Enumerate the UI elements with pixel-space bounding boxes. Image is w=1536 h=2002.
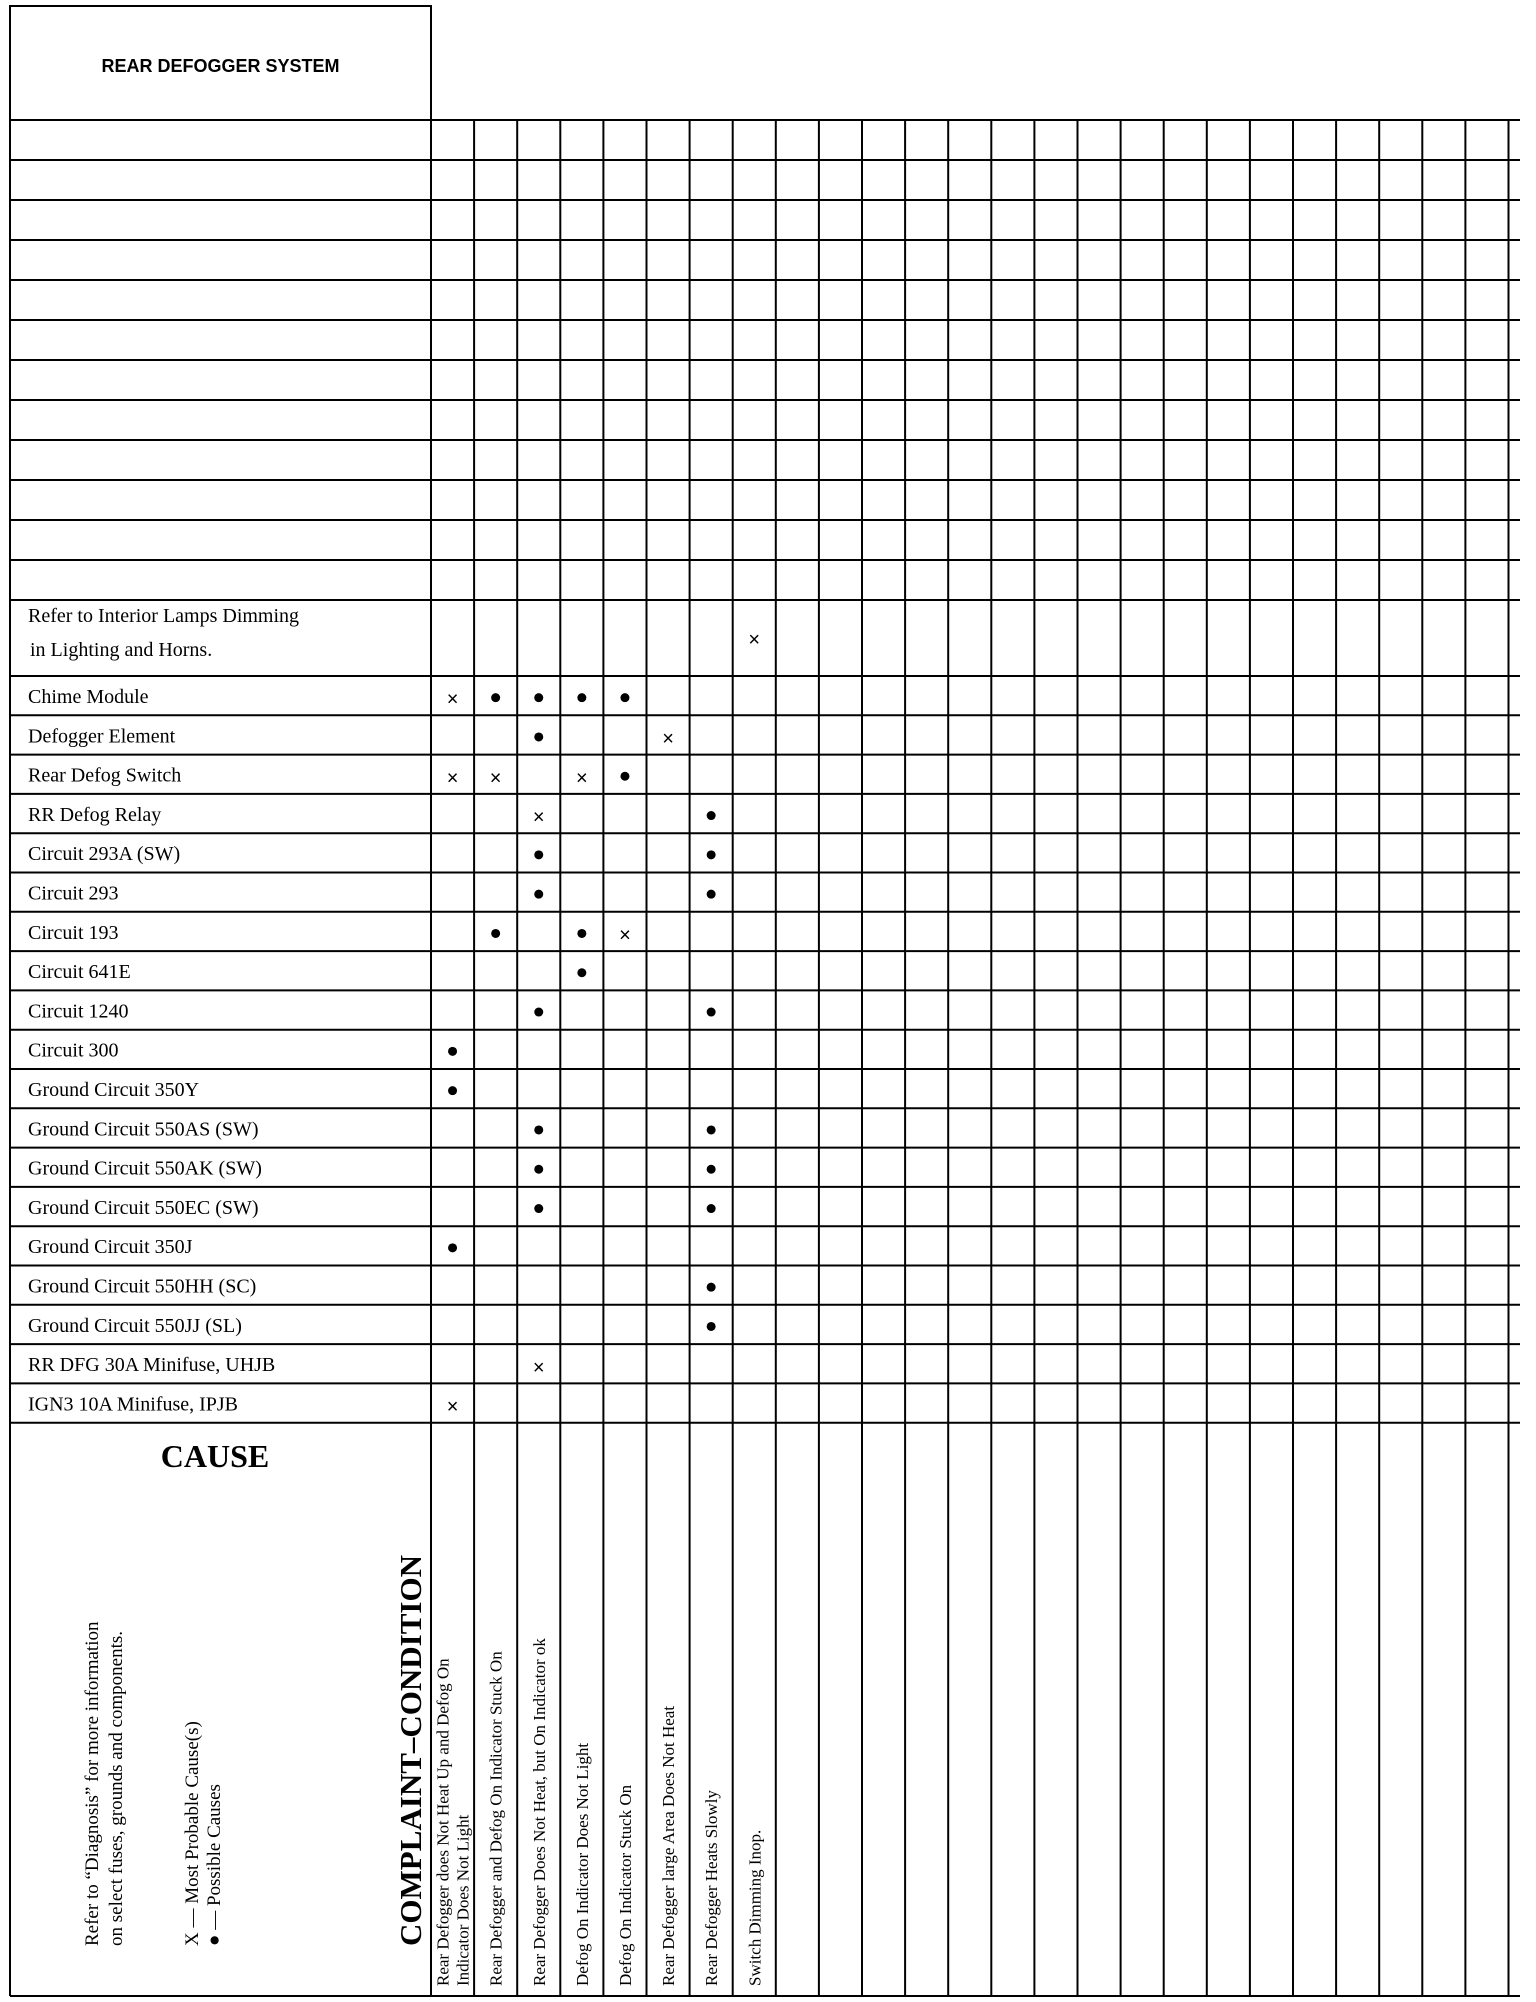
column-header-line: Defog On Indicator Does Not Light <box>572 1742 592 1986</box>
cause-label: CAUSE <box>160 1438 270 1474</box>
table-row-mark <box>707 1125 716 1134</box>
table-row-mark <box>620 693 629 702</box>
table-row-label: Circuit 300 <box>28 1039 119 1062</box>
table-row-mark <box>577 968 586 977</box>
table-row-label: Chime Module <box>28 686 149 708</box>
table-row-mark <box>707 890 716 899</box>
legend-line: ● — Possible Causes <box>204 1784 225 1946</box>
table-row-mark <box>620 772 629 781</box>
table-row-label: RR Defog Relay <box>28 803 162 826</box>
table-row-label: Defogger Element <box>28 725 176 748</box>
table-row-mark <box>707 1165 716 1174</box>
table-row-mark <box>707 1322 716 1331</box>
table-row-label: Ground Circuit 350Y <box>28 1079 200 1101</box>
note-row-mark: × <box>748 629 761 651</box>
table-row-mark <box>534 850 543 859</box>
table-row-label: IGN3 10A Minifuse, IPJB <box>28 1393 239 1416</box>
note-row-line2: in Lighting and Horns. <box>30 639 213 661</box>
column-header-line: Indicator Does Not Light <box>453 1814 473 1986</box>
table-row-label: Rear Defog Switch <box>28 764 182 787</box>
table-row-mark <box>448 1047 457 1056</box>
table-row-mark <box>707 1008 716 1017</box>
diagnosis-note-line: on select fuses, grounds and components. <box>106 1630 127 1946</box>
column-header-line: Rear Defogger does Not Heat Up and Defog On <box>433 1658 453 1986</box>
table-row-label: Circuit 641E <box>28 961 131 984</box>
column-header-line: Rear Defogger Does Not Heat, but On Indicator ok <box>529 1638 549 1986</box>
table-row-mark <box>534 693 543 702</box>
table-row-mark <box>707 1204 716 1213</box>
table-row-label: Ground Circuit 550JJ (SL) <box>28 1314 242 1337</box>
table-row-mark <box>534 890 543 899</box>
legend-line: X — Most Probable Cause(s) <box>182 1721 203 1946</box>
complaint-condition-label: COMPLAINT–CONDITION <box>393 1555 428 1946</box>
table-row-mark: × <box>532 806 545 829</box>
table-row-mark <box>577 693 586 702</box>
table-row-label: RR DFG 30A Minifuse, UHJB <box>28 1354 276 1377</box>
table-row-mark: × <box>446 767 459 790</box>
table-row-label: Circuit 1240 <box>28 1000 129 1023</box>
table-row-mark: × <box>532 1356 545 1379</box>
table-row-mark <box>707 811 716 820</box>
table-row-label: Ground Circuit 550AS (SW) <box>28 1118 259 1141</box>
table-row-mark: × <box>619 924 631 947</box>
table-row-mark: × <box>446 688 459 711</box>
table-row-label: Circuit 193 <box>28 921 119 944</box>
table-row-mark <box>534 1204 543 1213</box>
table-row-mark <box>448 1243 457 1252</box>
table-row-mark: × <box>576 767 588 790</box>
table-row-label: Ground Circuit 350J <box>28 1236 193 1259</box>
column-header-line: Switch Dimming Inop. <box>745 1829 765 1986</box>
column-header-line: Rear Defogger Heats Slowly <box>702 1790 722 1986</box>
table-row-label: Ground Circuit 550EC (SW) <box>28 1196 259 1219</box>
table-row-mark: × <box>489 767 502 790</box>
table-row-mark <box>491 693 500 702</box>
table-row-mark <box>707 850 716 859</box>
diagnosis-note-line: Refer to “Diagnosis” for more information <box>82 1621 103 1946</box>
table-row-label: Ground Circuit 550AK (SW) <box>28 1157 262 1180</box>
column-header-line: Defog On Indicator Stuck On <box>615 1784 635 1986</box>
table-row-mark <box>491 929 500 938</box>
table-row-mark <box>707 1283 716 1292</box>
table-row-mark <box>534 732 543 741</box>
table-row-mark <box>534 1125 543 1134</box>
table-row-mark <box>534 1008 543 1017</box>
column-header-line: Rear Defogger large Area Does Not Heat <box>659 1705 678 1986</box>
table-row-label: Circuit 293A (SW) <box>28 843 181 866</box>
table-row-mark: × <box>662 727 674 750</box>
table-grid <box>10 6 1520 1996</box>
table-row-mark <box>534 1165 543 1174</box>
table-row-mark <box>448 1086 457 1095</box>
note-row-line1: Refer to Interior Lamps Dimming <box>28 605 300 627</box>
column-header-line: Rear Defogger and Defog On Indicator Stuck On <box>486 1651 506 1986</box>
table-row-label: Circuit 293 <box>28 882 119 905</box>
page-title: REAR DEFOGGER SYSTEM <box>101 56 340 76</box>
table-row-mark: × <box>446 1396 459 1419</box>
table-row-mark <box>577 929 586 938</box>
table-labels <box>28 56 764 1986</box>
table-row-label: Ground Circuit 550HH (SC) <box>28 1275 257 1298</box>
